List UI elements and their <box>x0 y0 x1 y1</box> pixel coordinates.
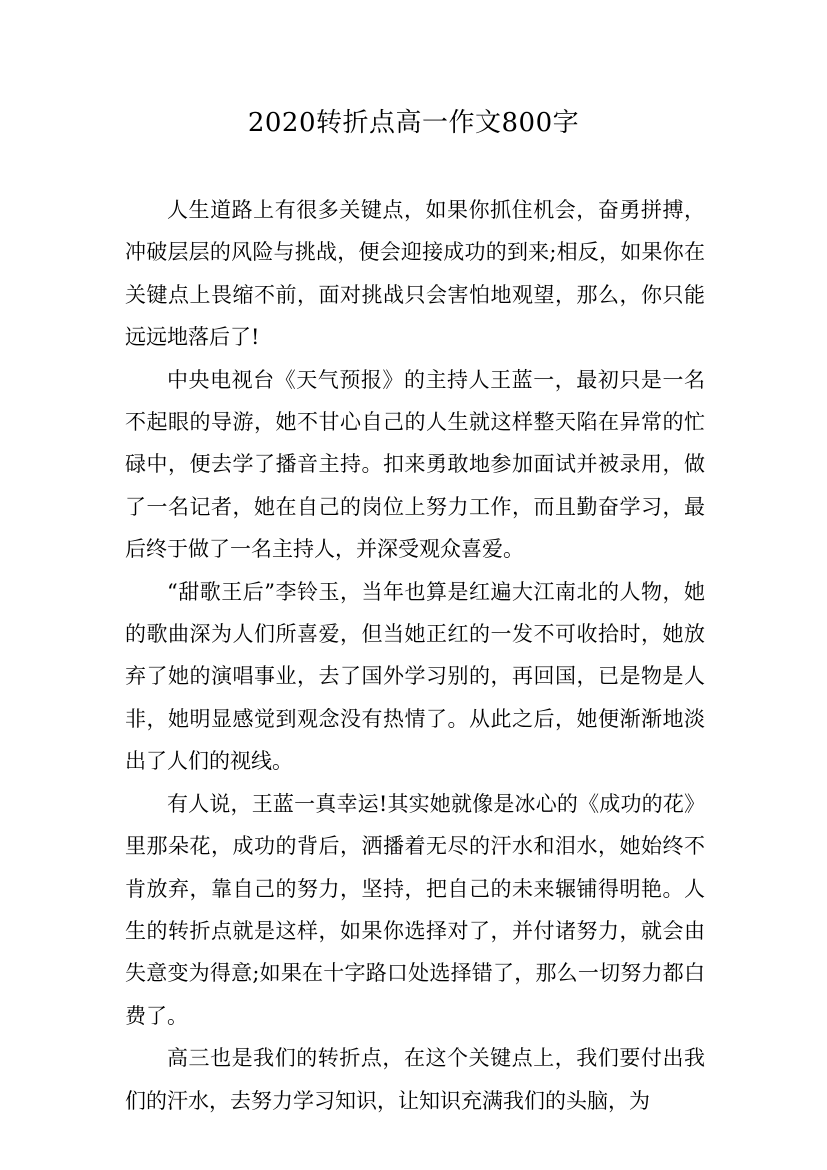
document-body <box>125 189 705 1122</box>
paragraph: 有人说，王蓝一真幸运!其实她就像是冰心的《成功的花》里那朵花，成功的背后，洒播着无尽的汗水和泪水，她始终不肯放弃，靠自己的努力，坚持，把自己的未来辗铺得明艳。人生的转折点就是这样，如果你选择对了，并付诸努力，就会由失意变为得意;如果在十字路口处选择错了，那么一切努力都白费了。 <box>125 791 705 1028</box>
document-title: 2020转折点高一作文800字 <box>247 108 580 138</box>
paragraph: “甜歌王后”李铃玉，当年也算是红遍大江南北的人物，她的歌曲深为人们所喜爱，但当她正红的一发不可收拾时，她放弃了她的演唱事业，去了国外学习别的，再回国，已是物是人非，她明显感觉到观念没有热情了。从此之后，她便渐渐地淡出了人们的视线。 <box>125 579 705 774</box>
paragraph: 高三也是我们的转折点，在这个关键点上，我们要付出我们的汗水，去努力学习知识，让知识充满我们的头脑，为 <box>125 1046 705 1113</box>
paragraph: 中央电视台《天气预报》的主持人王蓝一，最初只是一名不起眼的导游，她不甘心自己的人生就这样整天陷在异常的忙碌中，便去学了播音主持。扣来勇敢地参加面试并被录用，做了一名记者，她在自己的岗位上努力工作，而且勤奋学习，最后终于做了一名主持人，并深受观众喜爱。 <box>125 367 705 562</box>
paragraph: 人生道路上有很多关键点，如果你抓住机会，奋勇拼搏，冲破层层的风险与挑战，便会迎接成功的到来;相反，如果你在关键点上畏缩不前，面对挑战只会害怕地观望，那么，你只能远远地落后了! <box>125 198 705 350</box>
